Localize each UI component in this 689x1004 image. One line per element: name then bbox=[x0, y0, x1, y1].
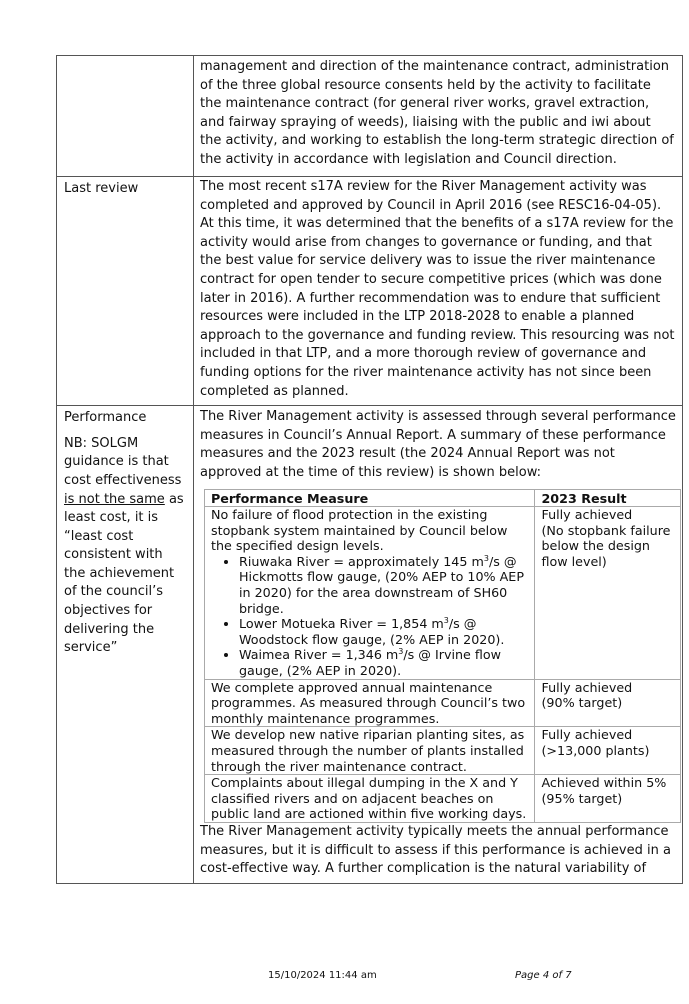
review-table bbox=[56, 55, 683, 884]
bullet-text: /s @ Hickmotts flow gauge, (20% AEP to 10% AEP in 2020) for the area downstream of SH60 bridge. bbox=[239, 553, 524, 616]
header-performance-measure: Performance Measure bbox=[205, 489, 535, 507]
label-cell-last-review bbox=[57, 177, 194, 406]
result-cell bbox=[535, 775, 681, 823]
result-cell bbox=[535, 679, 681, 727]
footer-datetime: 15/10/2024 11:44 am bbox=[268, 970, 377, 981]
measure-cell bbox=[205, 727, 535, 775]
footer-page-number: Page 4 of 7 bbox=[515, 970, 572, 981]
row-intro bbox=[57, 56, 683, 177]
measure-cell bbox=[205, 679, 535, 727]
result-cell bbox=[535, 507, 681, 680]
solgm-note-underlined: is not the same bbox=[64, 491, 165, 507]
result-status: Fully achieved bbox=[541, 679, 633, 695]
solgm-note bbox=[64, 435, 188, 658]
bullet-text: Waimea River = 1,346 m bbox=[239, 647, 399, 663]
bullet-text: Lower Motueka River = 1,854 m bbox=[239, 616, 444, 632]
bullet-text: /s @ Woodstock flow gauge, (2% AEP in 2020). bbox=[239, 616, 505, 647]
table-row bbox=[205, 679, 681, 727]
label-cell-performance bbox=[57, 406, 194, 884]
list-item bbox=[239, 647, 528, 678]
table-row bbox=[205, 507, 681, 680]
content-cell-last-review bbox=[194, 177, 683, 406]
last-review-text: The most recent s17A review for the River Management activity was completed and approved by Council in April 2016 (see RESC16-04-05). At this time, it was determined that the benefits of a s17A review for the activity would arise from changes to governance or funding, and that the best value for service delivery was to issue the river maintenance contract for open tender to secure competitive prices (which was done later in 2016). A further recommendation was to endure that sufficient resources were included in the LTP 2018-2028 to enable a planned approach to the governance and funding review. This resourcing was not included in that LTP, and a more thorough review of governance and funding options for the river maintenance activity has not since been completed as planned. bbox=[200, 179, 675, 399]
result-status: Fully achieved bbox=[541, 507, 633, 523]
header-2023-result: 2023 Result bbox=[535, 489, 681, 507]
bullet-text: Riuwaka River = approximately 145 m bbox=[239, 553, 484, 569]
result-detail: (>13,000 plants) bbox=[541, 743, 650, 758]
bullet-list bbox=[211, 554, 528, 679]
result-cell bbox=[535, 727, 681, 775]
solgm-note-pre: NB: SOLGM guidance is that cost effectiveness bbox=[64, 435, 182, 488]
performance-label: Performance bbox=[64, 410, 147, 426]
label-cell-empty bbox=[57, 56, 194, 177]
bullet-text: /s @ Irvine flow gauge, (2% AEP in 2020). bbox=[239, 647, 502, 679]
list-item bbox=[239, 554, 528, 616]
superscript: 3 bbox=[398, 647, 404, 657]
superscript: 3 bbox=[483, 553, 489, 563]
table-row bbox=[205, 727, 681, 775]
last-review-label: Last review bbox=[64, 181, 139, 196]
measure-cell bbox=[205, 507, 535, 680]
intro-text: management and direction of the maintenance contract, administration of the three global resource consents held by the activity to facilitate the maintenance contract (for general river works, gravel extraction, and fairway spraying of weeds), liaising with the public and iwi about the activity, and working to establish the long-term strategic direction of the activity in accordance with legislation and Council direction. bbox=[200, 59, 674, 167]
measure-text: We develop new native riparian planting sites, as measured through the number of plants installed through the river maintenance contract. bbox=[211, 727, 525, 774]
list-item bbox=[239, 616, 528, 647]
row-last-review bbox=[57, 177, 683, 406]
result-status: Achieved within 5% bbox=[541, 775, 667, 791]
measure-cell bbox=[205, 775, 535, 823]
content-cell-intro bbox=[194, 56, 683, 177]
measure-text: Complaints about illegal dumping in the X and Y classified rivers and on adjacent beaches on public land are actioned within five working days. bbox=[211, 775, 527, 822]
result-status: Fully achieved bbox=[541, 727, 633, 743]
row-performance bbox=[57, 406, 683, 884]
performance-intro: The River Management activity is assessed through several performance measures in Council’s Annual Report. A summary of these performance measures and the 2023 result (the 2024 Annual Report was not approved at the time of this review) is shown below: bbox=[200, 409, 676, 480]
solgm-note-post: as least cost, it is “least cost consistent with the achievement of the council’s objectives for delivering the service” bbox=[64, 491, 184, 656]
content-cell-performance bbox=[194, 406, 683, 884]
result-detail: (95% target) bbox=[541, 790, 623, 806]
measure-text: No failure of flood protection in the existing stopbank system maintained by Council below the specified design levels. bbox=[211, 507, 508, 554]
result-detail: (No stopbank failure below the design flow level) bbox=[541, 522, 671, 569]
performance-summary: The River Management activity typically meets the annual performance measures, but it is difficult to assess if this performance is achieved in a cost-effective way. A further complication is the natural variability of bbox=[200, 823, 671, 877]
superscript: 3 bbox=[443, 616, 449, 626]
result-detail: (90% target) bbox=[541, 695, 623, 711]
performance-measures-table bbox=[204, 489, 681, 823]
measure-text: We complete approved annual maintenance programmes. As measured through Council’s two monthly maintenance programmes. bbox=[211, 679, 526, 726]
table-row bbox=[205, 775, 681, 823]
performance-table-header bbox=[205, 489, 681, 507]
